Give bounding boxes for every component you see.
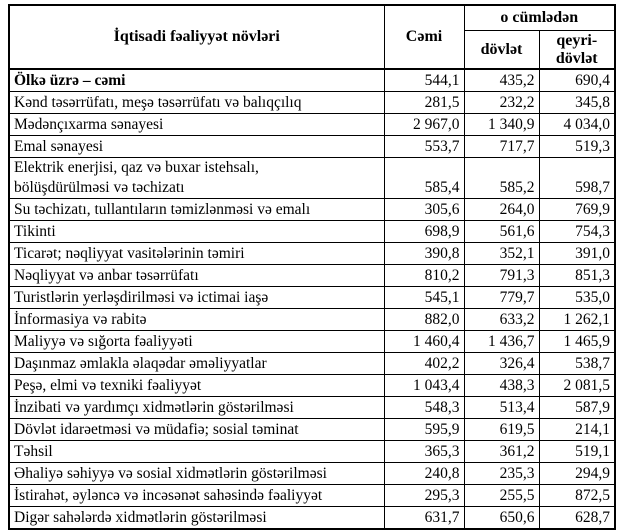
state-value-cell: 264,0 bbox=[464, 199, 539, 221]
activity-name-line1: Ölkə üzrə – cəmi bbox=[14, 72, 126, 90]
nonstate-value-cell: 1 262,1 bbox=[539, 309, 615, 331]
total-value-cell: 595,9 bbox=[384, 419, 464, 441]
table-row bbox=[9, 287, 615, 309]
activity-name-cell bbox=[9, 199, 384, 221]
total-value-cell: 698,9 bbox=[384, 221, 464, 243]
table-row bbox=[9, 419, 615, 441]
nonstate-value-cell: 851,3 bbox=[539, 265, 615, 287]
activity-name-cell bbox=[9, 419, 384, 441]
activity-name-line1: Turistlərin yerləşdirilməsi və ictimai iaşə bbox=[14, 289, 269, 307]
activity-name-line1: İnzibati və yardımçı xidmətlərin göstərilməsi bbox=[14, 399, 294, 417]
state-value-cell: 585,2 bbox=[464, 158, 539, 199]
state-value-cell: 779,7 bbox=[464, 287, 539, 309]
total-value-cell: 810,2 bbox=[384, 265, 464, 287]
total-value-cell: 548,3 bbox=[384, 397, 464, 419]
column-header-total: Cəmi bbox=[384, 5, 464, 69]
state-value-cell: 326,4 bbox=[464, 353, 539, 375]
state-value-cell: 619,5 bbox=[464, 419, 539, 441]
table-row bbox=[9, 485, 615, 507]
activity-name-line1: Ticarət; nəqliyyat vasitələrinin təmiri bbox=[14, 245, 245, 263]
total-value-cell: 295,3 bbox=[384, 485, 464, 507]
state-value-cell: 435,2 bbox=[464, 69, 539, 92]
activity-name-line1: Nəqliyyat və anbar təsərrüfatı bbox=[14, 267, 199, 285]
activity-name-line1: Daşınmaz əmlakla əlaqədar əməliyyatlar bbox=[14, 355, 267, 373]
activity-name-cell bbox=[9, 114, 384, 136]
activity-name-line1: Su təchizatı, tullantıların təmizlənməsi və emalı bbox=[14, 201, 311, 219]
activity-name-line1: Maliyyə və sığorta fəaliyyəti bbox=[14, 333, 193, 351]
activity-name-line1: Tikinti bbox=[14, 223, 56, 241]
table-row bbox=[9, 199, 615, 221]
nonstate-value-cell: 754,3 bbox=[539, 221, 615, 243]
nonstate-value-cell: 769,9 bbox=[539, 199, 615, 221]
nonstate-value-cell: 690,4 bbox=[539, 69, 615, 92]
state-value-cell: 235,3 bbox=[464, 463, 539, 485]
activity-name-line2: bölüşdürülməsi və təchizatı bbox=[14, 179, 185, 197]
activity-name-line1: Mədənçıxarma sənayesi bbox=[14, 116, 164, 134]
table-row bbox=[9, 331, 615, 353]
column-header-state: dövlət bbox=[464, 31, 539, 70]
total-value-cell: 240,8 bbox=[384, 463, 464, 485]
activity-name-cell bbox=[9, 375, 384, 397]
total-value-cell: 882,0 bbox=[384, 309, 464, 331]
total-value-cell: 545,1 bbox=[384, 287, 464, 309]
column-header-nonstate: qeyri-dövlət bbox=[539, 31, 615, 70]
table-row bbox=[9, 265, 615, 287]
activity-name-cell bbox=[9, 92, 384, 114]
state-value-cell: 1 436,7 bbox=[464, 331, 539, 353]
total-value-cell: 585,4 bbox=[384, 158, 464, 199]
table-row bbox=[9, 221, 615, 243]
total-value-cell: 544,1 bbox=[384, 69, 464, 92]
nonstate-value-cell: 4 034,0 bbox=[539, 114, 615, 136]
activity-name-line1: Elektrik enerjisi, qaz və buxar istehsalı, bbox=[14, 159, 259, 177]
activity-name-line1: İstirahət, əyləncə və incəsənət sahəsində fəaliyyət bbox=[14, 487, 323, 505]
state-value-cell: 1 340,9 bbox=[464, 114, 539, 136]
nonstate-value-cell: 535,0 bbox=[539, 287, 615, 309]
activity-name-cell bbox=[9, 441, 384, 463]
activity-name-line1: Digər sahələrdə xidmətlərin göstərilməsi bbox=[14, 509, 267, 527]
total-value-cell: 553,7 bbox=[384, 136, 464, 158]
nonstate-value-cell: 391,0 bbox=[539, 243, 615, 265]
state-value-cell: 255,5 bbox=[464, 485, 539, 507]
state-value-cell: 791,3 bbox=[464, 265, 539, 287]
table-row bbox=[9, 114, 615, 136]
activity-name-cell bbox=[9, 158, 384, 199]
nonstate-value-cell: 519,3 bbox=[539, 136, 615, 158]
activity-name-line1: Dövlət idarəetməsi və müdafiə; sosial təminat bbox=[14, 421, 299, 439]
activity-name-line1: İnformasiya və rabitə bbox=[14, 311, 147, 329]
nonstate-value-cell: 1 465,9 bbox=[539, 331, 615, 353]
statistics-table bbox=[8, 4, 616, 530]
table-row bbox=[9, 309, 615, 331]
column-header-activity: İqtisadi fəaliyyət növləri bbox=[9, 5, 384, 69]
total-value-cell: 1 043,4 bbox=[384, 375, 464, 397]
activity-name-cell bbox=[9, 397, 384, 419]
state-value-cell: 513,4 bbox=[464, 397, 539, 419]
state-value-cell: 633,2 bbox=[464, 309, 539, 331]
activity-name-cell bbox=[9, 353, 384, 375]
activity-name-cell bbox=[9, 309, 384, 331]
nonstate-value-cell: 2 081,5 bbox=[539, 375, 615, 397]
state-value-cell: 650,6 bbox=[464, 507, 539, 530]
nonstate-value-cell: 214,1 bbox=[539, 419, 615, 441]
activity-name-cell bbox=[9, 331, 384, 353]
table-row bbox=[9, 136, 615, 158]
activity-name-cell bbox=[9, 287, 384, 309]
nonstate-value-cell: 587,9 bbox=[539, 397, 615, 419]
activity-name-cell bbox=[9, 69, 384, 92]
table-row bbox=[9, 243, 615, 265]
total-value-cell: 2 967,0 bbox=[384, 114, 464, 136]
state-value-cell: 232,2 bbox=[464, 92, 539, 114]
nonstate-value-cell: 538,7 bbox=[539, 353, 615, 375]
state-value-cell: 438,3 bbox=[464, 375, 539, 397]
total-value-cell: 281,5 bbox=[384, 92, 464, 114]
table-header bbox=[9, 5, 615, 69]
nonstate-value-cell: 872,5 bbox=[539, 485, 615, 507]
nonstate-value-cell: 628,7 bbox=[539, 507, 615, 530]
activity-name-cell bbox=[9, 265, 384, 287]
table-row bbox=[9, 92, 615, 114]
total-value-cell: 390,8 bbox=[384, 243, 464, 265]
table-row bbox=[9, 463, 615, 485]
nonstate-value-cell: 519,1 bbox=[539, 441, 615, 463]
activity-name-line1: Emal sənayesi bbox=[14, 138, 104, 156]
total-value-cell: 305,6 bbox=[384, 199, 464, 221]
state-value-cell: 352,1 bbox=[464, 243, 539, 265]
nonstate-value-cell: 598,7 bbox=[539, 158, 615, 199]
table-row bbox=[9, 158, 615, 199]
state-value-cell: 561,6 bbox=[464, 221, 539, 243]
state-value-cell: 361,2 bbox=[464, 441, 539, 463]
header-row-group bbox=[9, 5, 615, 31]
activity-name-cell bbox=[9, 485, 384, 507]
table-row bbox=[9, 397, 615, 419]
activity-name-line1: Kənd təsərrüfatı, meşə təsərrüfatı və balıqçılıq bbox=[14, 94, 302, 112]
total-value-cell: 402,2 bbox=[384, 353, 464, 375]
activity-name-cell bbox=[9, 136, 384, 158]
activity-name-cell bbox=[9, 243, 384, 265]
total-value-cell: 1 460,4 bbox=[384, 331, 464, 353]
nonstate-value-cell: 294,9 bbox=[539, 463, 615, 485]
total-value-cell: 365,3 bbox=[384, 441, 464, 463]
table-row bbox=[9, 441, 615, 463]
column-group-header-of-which: o cümlədən bbox=[464, 5, 615, 31]
activity-name-cell bbox=[9, 507, 384, 530]
activity-name-cell bbox=[9, 221, 384, 243]
activity-name-line1: Əhaliyə səhiyyə və sosial xidmətlərin göstərilməsi bbox=[14, 465, 327, 483]
activity-name-line1: Peşə, elmi və texniki fəaliyyət bbox=[14, 377, 202, 395]
table-row bbox=[9, 507, 615, 530]
total-value-cell: 631,7 bbox=[384, 507, 464, 530]
state-value-cell: 717,7 bbox=[464, 136, 539, 158]
table-row bbox=[9, 69, 615, 92]
activity-name-cell bbox=[9, 463, 384, 485]
activity-name-line1: Təhsil bbox=[14, 443, 53, 461]
nonstate-value-cell: 345,8 bbox=[539, 92, 615, 114]
table-row bbox=[9, 353, 615, 375]
table-row bbox=[9, 375, 615, 397]
table-body bbox=[9, 69, 615, 529]
